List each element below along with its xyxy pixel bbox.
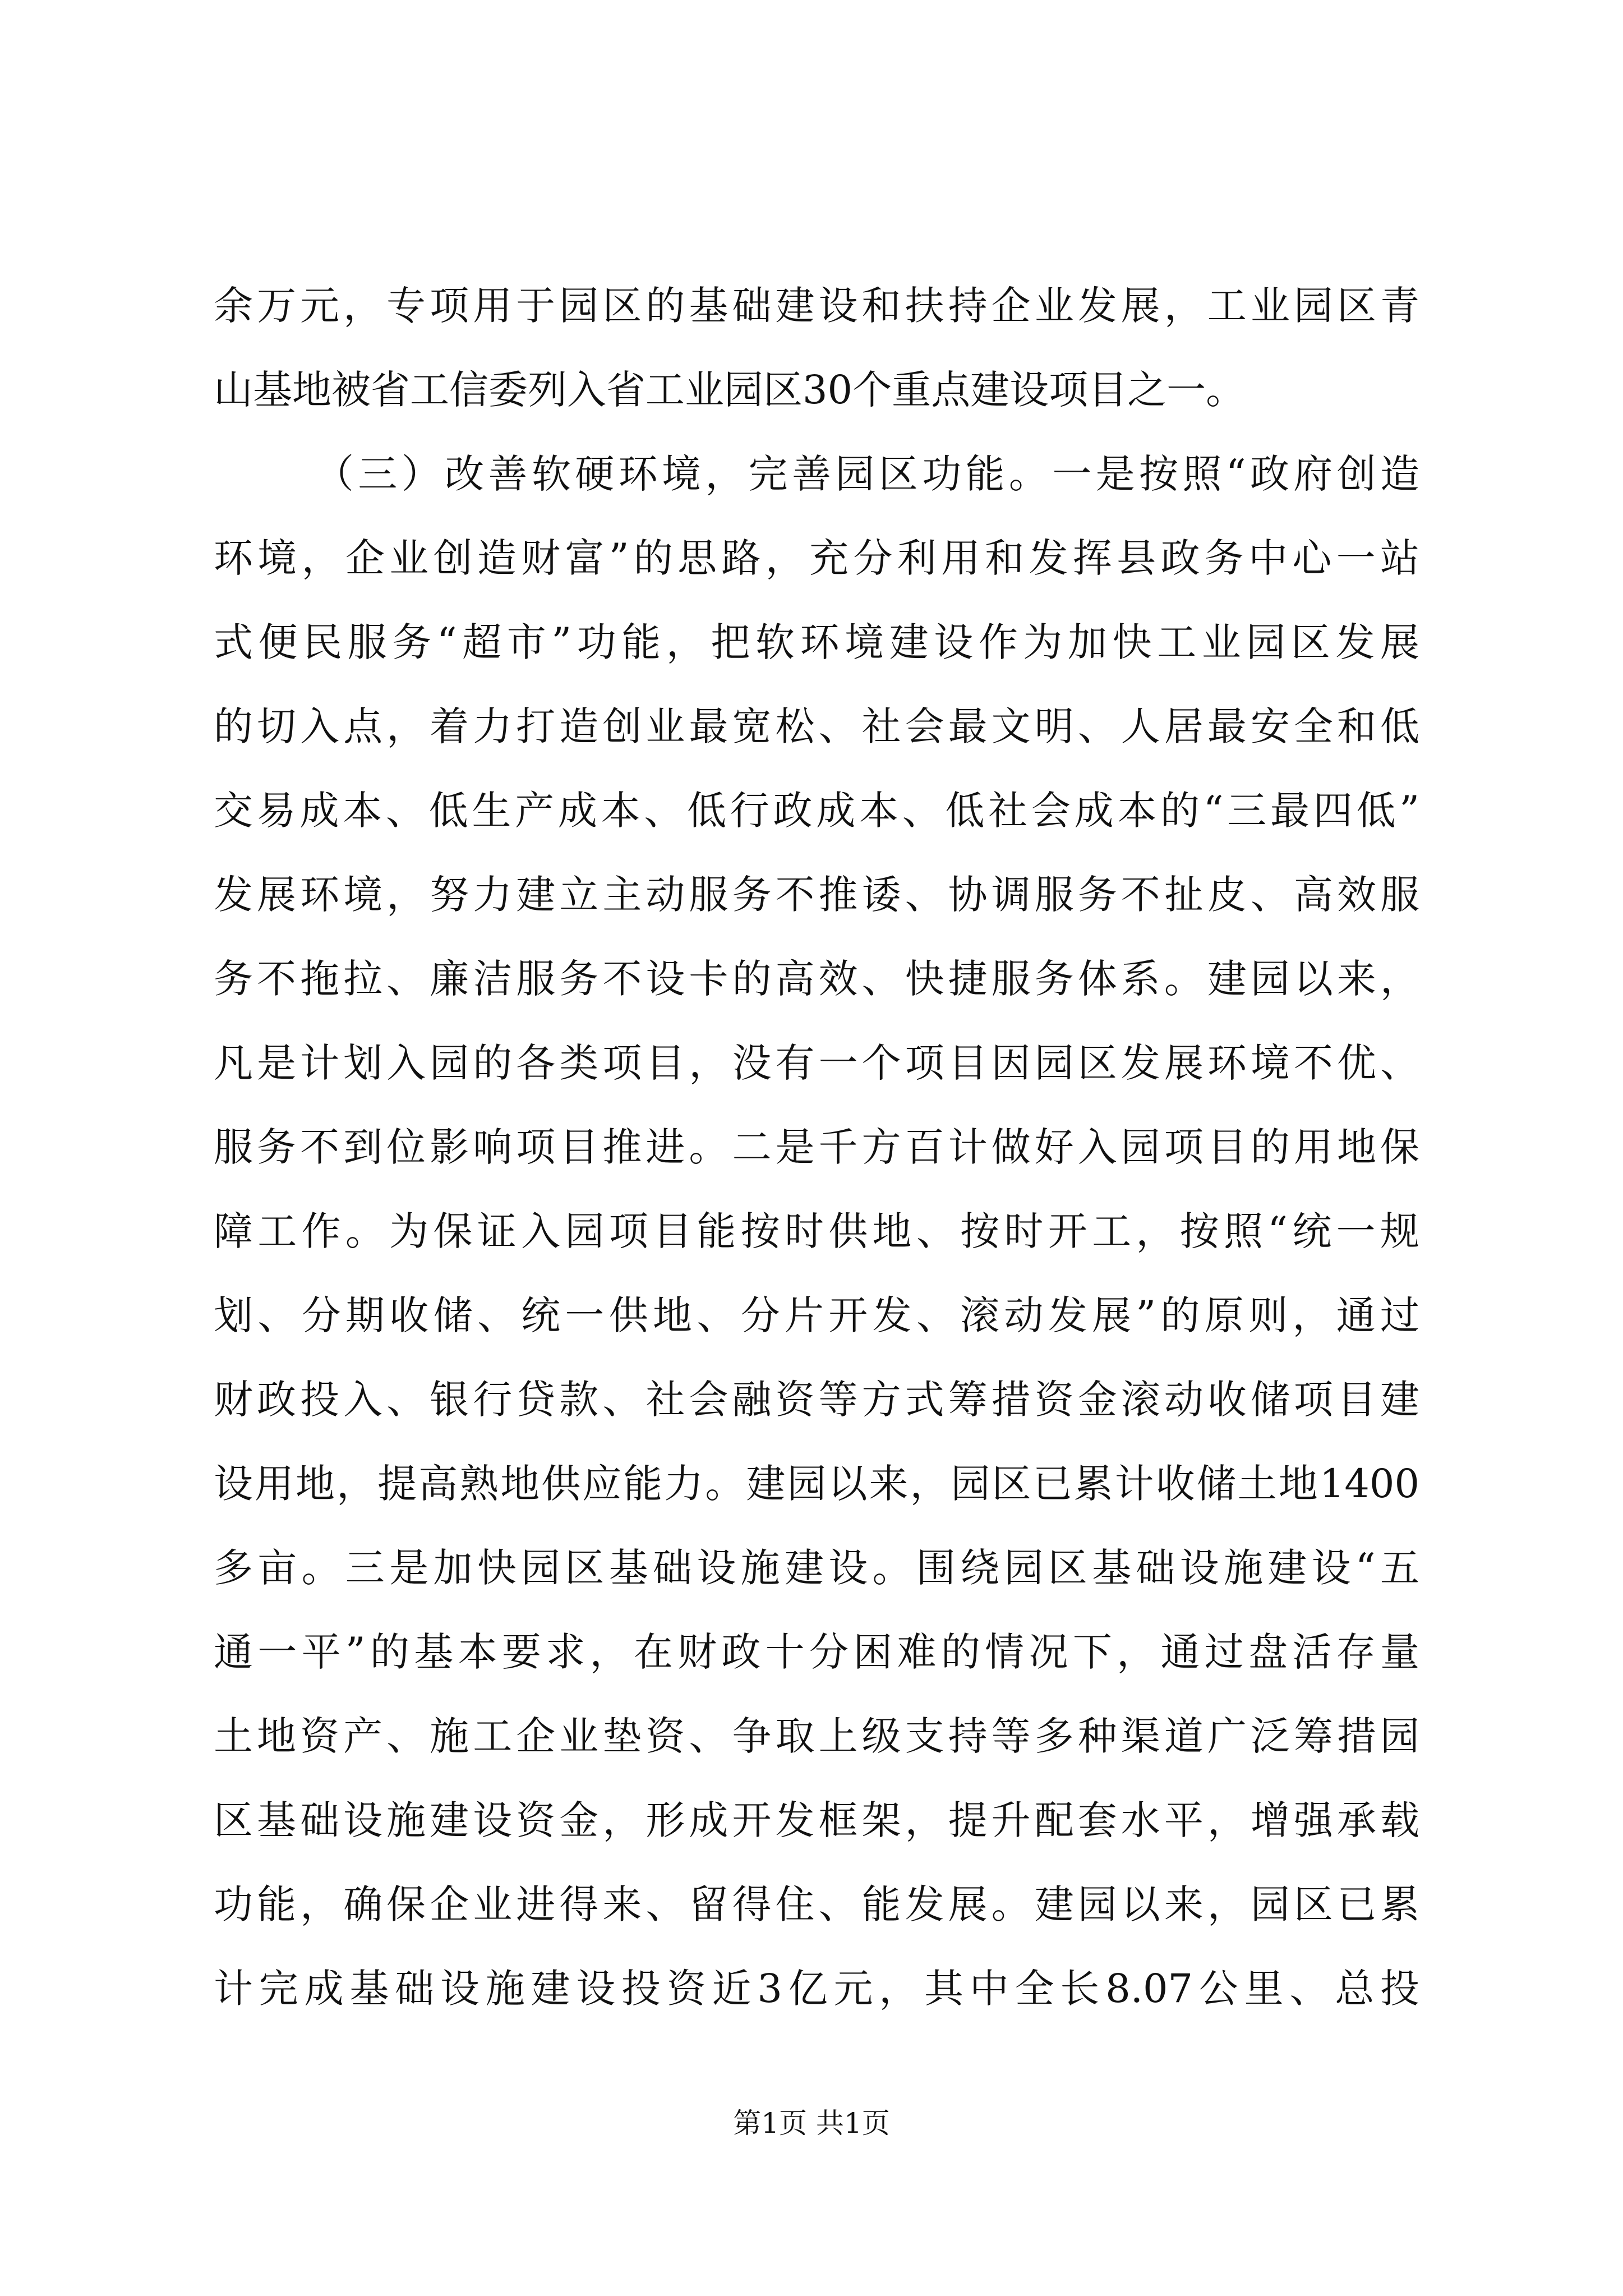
body-line: 交易成本、低生产成本、低行政成本、低社会成本的“三最四低” xyxy=(214,788,1419,834)
document-body xyxy=(0,272,1623,2022)
page-number-footer: 第1页 共1页 xyxy=(733,2107,890,2139)
body-line: 通一平”的基本要求，在财政十分困难的情况下，通过盘活存量 xyxy=(214,1629,1419,1675)
body-line: 设用地，提高熟地供应能力。建园以来，园区已累计收储土地1400 xyxy=(214,1461,1419,1507)
body-line: 财政投入、银行贷款、社会融资等方式筹措资金滚动收储项目建 xyxy=(214,1377,1419,1423)
body-line: 区基础设施建设资金，形成开发框架，提升配套水平，增强承载 xyxy=(214,1797,1419,1843)
body-line: 土地资产、施工企业垫资、争取上级支持等多种渠道广泛筹措园 xyxy=(214,1713,1419,1759)
section-heading-line: （三）改善软硬环境，完善园区功能。一是按照“政府创造 xyxy=(315,451,1419,497)
body-line: 山基地被省工信委列入省工业园区30个重点建设项目之一。 xyxy=(214,367,1246,413)
body-line: 障工作。为保证入园项目能按时供地、按时开工，按照“统一规 xyxy=(214,1208,1419,1254)
body-line: 环境，企业创造财富”的思路，充分利用和发挥县政务中心一站 xyxy=(214,535,1419,581)
body-line: 多亩。三是加快园区基础设施建设。围绕园区基础设施建设“五 xyxy=(214,1545,1419,1591)
body-line: 功能，确保企业进得来、留得住、能发展。建园以来，园区已累 xyxy=(214,1881,1419,1927)
body-line: 的切入点，着力打造创业最宽松、社会最文明、人居最安全和低 xyxy=(214,703,1419,749)
body-line: 务不拖拉、廉洁服务不设卡的高效、快捷服务体系。建园以来， xyxy=(214,956,1419,1002)
body-line: 划、分期收储、统一供地、分片开发、滚动发展”的原则，通过 xyxy=(214,1292,1419,1338)
body-line: 余万元，专项用于园区的基础建设和扶持企业发展，工业园区青 xyxy=(214,283,1419,329)
body-line: 凡是计划入园的各类项目，没有一个项目因园区发展环境不优、 xyxy=(214,1040,1419,1086)
body-line: 计完成基础设施建设投资近3亿元，其中全长8.07公里、总投 xyxy=(214,1966,1419,2012)
body-line: 服务不到位影响项目推进。二是千方百计做好入园项目的用地保 xyxy=(214,1124,1419,1170)
body-line: 发展环境，努力建立主动服务不推诿、协调服务不扯皮、高效服 xyxy=(214,872,1419,918)
body-line: 式便民服务“超市”功能，把软环境建设作为加快工业园区发展 xyxy=(214,619,1419,665)
